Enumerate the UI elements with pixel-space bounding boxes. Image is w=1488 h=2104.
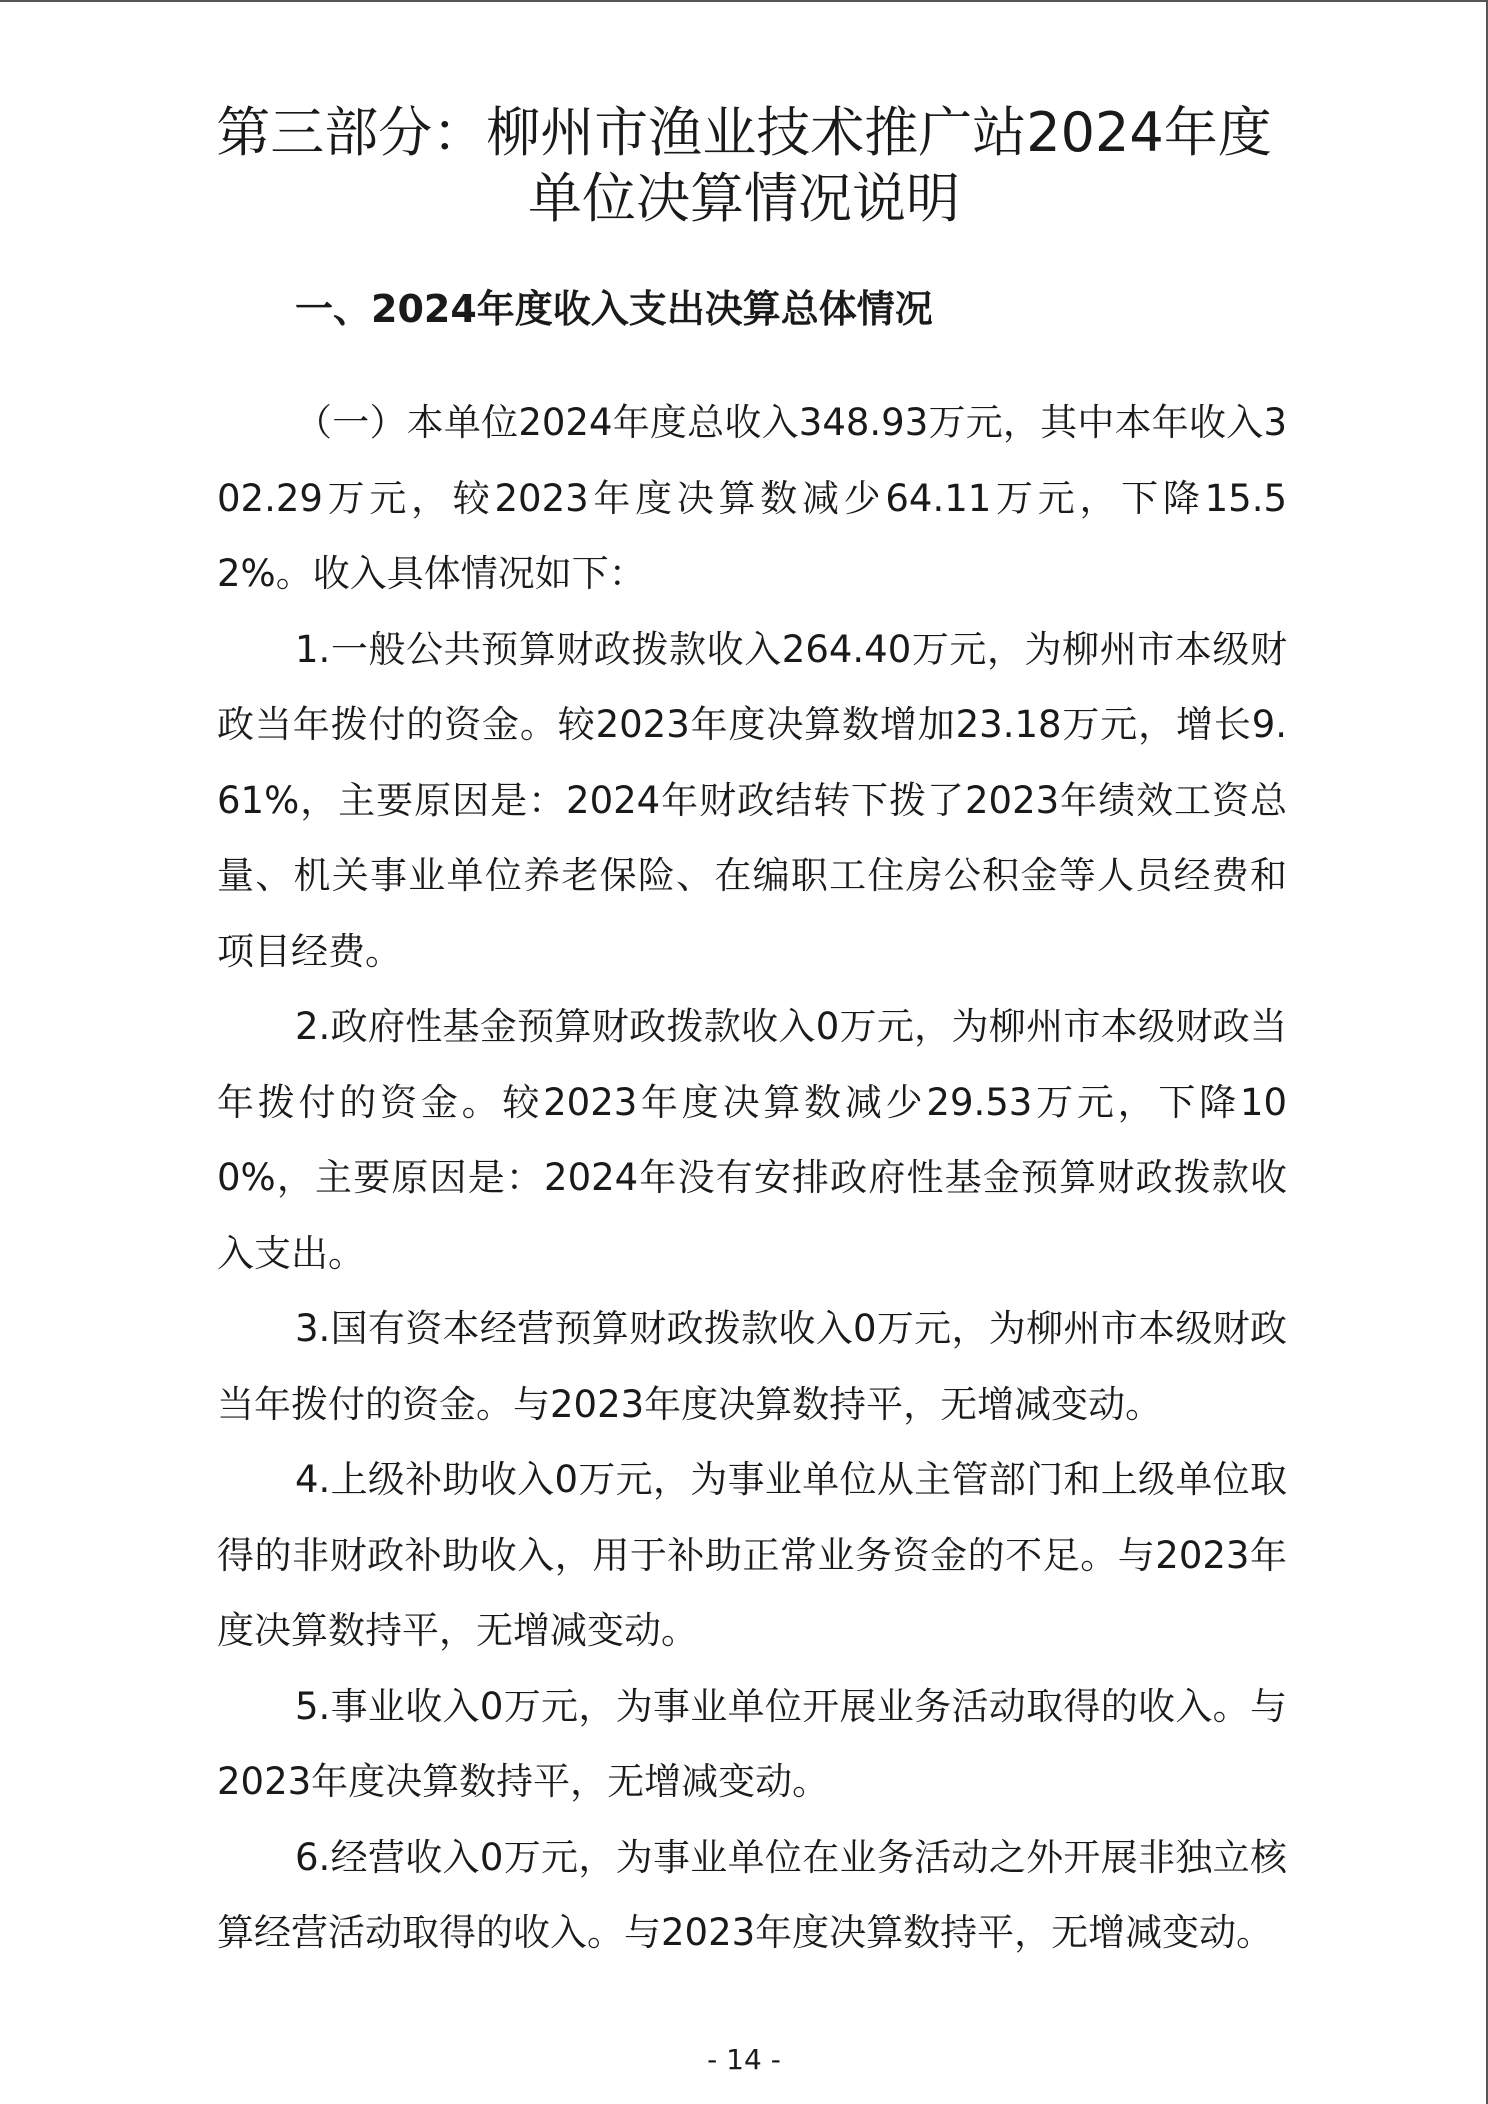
section-heading: 一、2024年度收入支出决算总体情况	[295, 287, 933, 331]
page-number: - 14 -	[707, 2043, 781, 2076]
paragraph-superior-subsidy: 4.上级补助收入0万元，为事业单位从主管部门和上级单位取得的非财政补助收入，用于补助正常业务资金的不足。与2023年度决算数持平，无增减变动。	[217, 1458, 1287, 1652]
title-line-2: 单位决算情况说明	[528, 167, 960, 230]
document-body	[217, 385, 1287, 1971]
paragraph-government-fund: 2.政府性基金预算财政拨款收入0万元，为柳州市本级财政当年拨付的资金。较2023年度决算数减少29.53万元，下降100%，主要原因是：2024年没有安排政府性基金预算财政拨款收入支出。	[217, 1005, 1287, 1275]
paragraph-total-income: （一）本单位2024年度总收入348.93万元，其中本年收入302.29万元，较2023年度决算数减少64.11万元，下降15.52%。收入具体情况如下：	[217, 401, 1287, 595]
paragraph-business-income: 5.事业收入0万元，为事业单位开展业务活动取得的收入。与2023年度决算数持平，无增减变动。	[217, 1684, 1287, 1803]
page-border-top	[0, 0, 1488, 2]
title-line-1: 第三部分：柳州市渔业技术推广站2024年度	[216, 101, 1272, 164]
paragraph-operating-income: 6.经营收入0万元，为事业单位在业务活动之外开展非独立核算经营活动取得的收入。与2023年度决算数持平，无增减变动。	[217, 1835, 1287, 1954]
page-title	[150, 100, 1338, 232]
paragraph-state-capital: 3.国有资本经营预算财政拨款收入0万元，为柳州市本级财政当年拨付的资金。与2023年度决算数持平，无增减变动。	[217, 1307, 1287, 1426]
paragraph-general-budget: 1.一般公共预算财政拨款收入264.40万元，为柳州市本级财政当年拨付的资金。较2023年度决算数增加23.18万元，增长9.61%，主要原因是：2024年财政结转下拨了2023年绩效工资总量、机关事业单位养老保险、在编职工住房公积金等人员经费和项目经费。	[217, 627, 1287, 973]
